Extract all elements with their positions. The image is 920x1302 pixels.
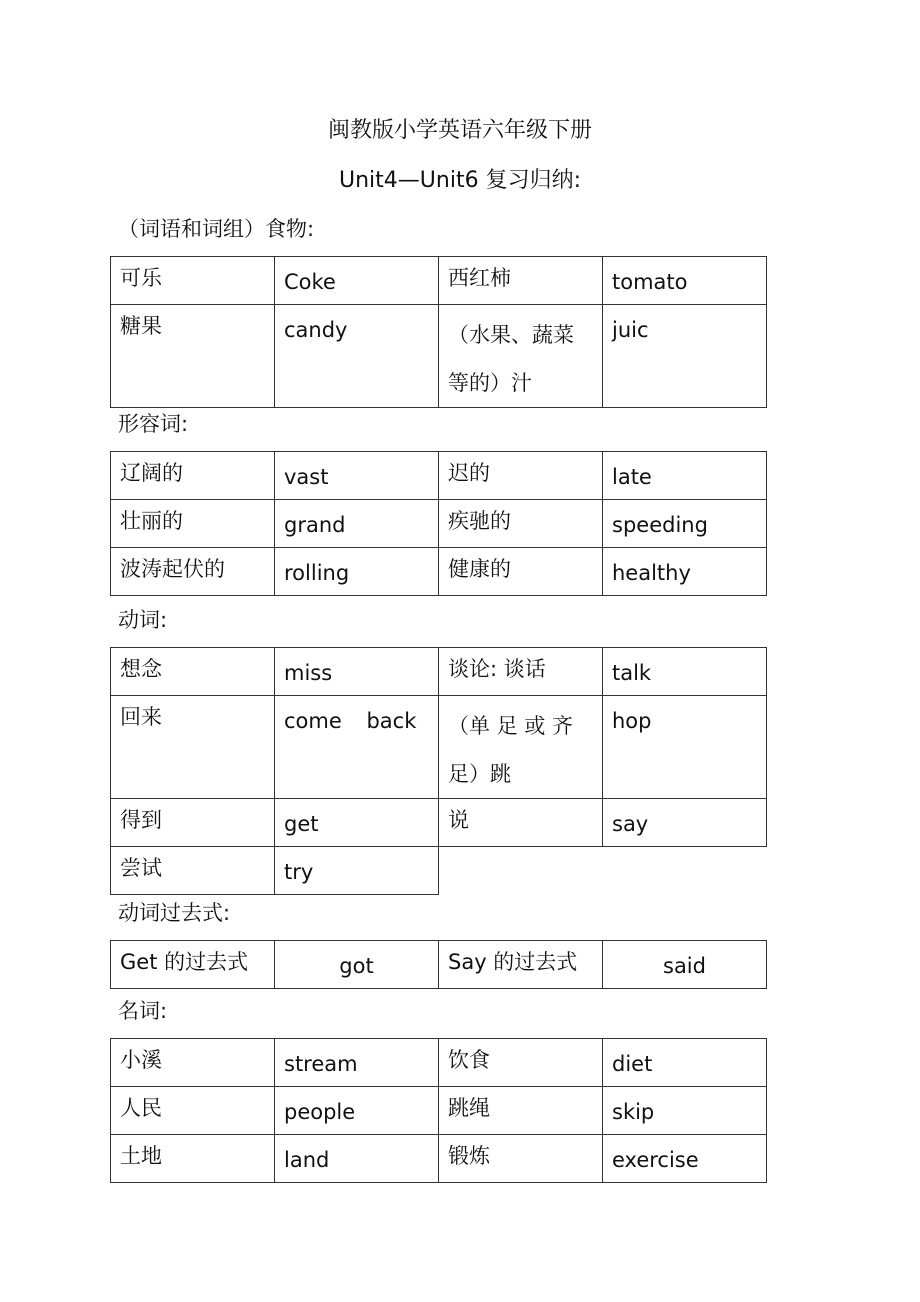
cell-english: get xyxy=(275,799,439,847)
cell-english: juic xyxy=(603,305,767,408)
cell-chinese: 疾驰的 xyxy=(439,500,603,548)
cell-chinese: 谈论: 谈话 xyxy=(439,648,603,696)
cell-line: （水果、蔬菜 xyxy=(448,323,574,347)
cell-chinese: 土地 xyxy=(111,1135,275,1183)
cell-english: vast xyxy=(275,452,439,500)
cell-english: say xyxy=(603,799,767,847)
table-row xyxy=(111,257,767,305)
cell-chinese: 迟的 xyxy=(439,452,603,500)
cell-chinese: 可乐 xyxy=(111,257,275,305)
table-row xyxy=(111,941,767,989)
cell-chinese: 辽阔的 xyxy=(111,452,275,500)
cell-english: skip xyxy=(603,1087,767,1135)
cell-english: got xyxy=(275,941,439,989)
cell-english: tomato xyxy=(603,257,767,305)
cell-phrase: Say 的过去式 xyxy=(439,941,603,989)
cell-english: people xyxy=(275,1087,439,1135)
past-tense-table xyxy=(110,940,767,989)
empty-cell xyxy=(603,847,767,895)
cell-english: miss xyxy=(275,648,439,696)
cell-chinese: 健康的 xyxy=(439,548,603,596)
table-row xyxy=(111,305,767,408)
cell-chinese: 跳绳 xyxy=(439,1087,603,1135)
section-label-verbs: 动词: xyxy=(118,608,168,632)
table-row xyxy=(111,500,767,548)
cell-english: said xyxy=(603,941,767,989)
section-label-past-tense: 动词过去式: xyxy=(118,901,231,925)
cell-english: late xyxy=(603,452,767,500)
cell-chinese: 得到 xyxy=(111,799,275,847)
cell-english: grand xyxy=(275,500,439,548)
empty-cell xyxy=(439,847,603,895)
cell-chinese: 饮食 xyxy=(439,1039,603,1087)
verbs-table xyxy=(110,647,767,895)
cell-line: （单 足 或 齐 xyxy=(448,714,574,738)
cell-chinese: 糖果 xyxy=(111,305,275,408)
section-label-adjectives: 形容词: xyxy=(118,412,189,436)
cell-chinese: 尝试 xyxy=(111,847,275,895)
cell-english: come back xyxy=(275,696,439,799)
table-row xyxy=(111,1087,767,1135)
cell-chinese xyxy=(439,696,603,799)
cell-english: diet xyxy=(603,1039,767,1087)
cell-phrase: Get 的过去式 xyxy=(111,941,275,989)
cell-english: speeding xyxy=(603,500,767,548)
table-row xyxy=(111,452,767,500)
table-row xyxy=(111,648,767,696)
cell-english: land xyxy=(275,1135,439,1183)
cell-line: 等的）汁 xyxy=(448,371,532,395)
cell-chinese: 人民 xyxy=(111,1087,275,1135)
cell-english: candy xyxy=(275,305,439,408)
document-subtitle: Unit4—Unit6 复习归纳: xyxy=(339,168,581,193)
cell-chinese: 波涛起伏的 xyxy=(111,548,275,596)
cell-chinese: 回来 xyxy=(111,696,275,799)
cell-chinese: 说 xyxy=(439,799,603,847)
cell-chinese: 小溪 xyxy=(111,1039,275,1087)
cell-english: stream xyxy=(275,1039,439,1087)
section-label-food: （词语和词组）食物: xyxy=(118,217,315,241)
cell-english: exercise xyxy=(603,1135,767,1183)
cell-chinese xyxy=(439,305,603,408)
cell-chinese: 锻炼 xyxy=(439,1135,603,1183)
table-row xyxy=(111,1039,767,1087)
cell-english: try xyxy=(275,847,439,895)
document-title: 闽教版小学英语六年级下册 xyxy=(327,118,592,143)
table-row xyxy=(111,847,767,895)
food-table xyxy=(110,256,767,408)
cell-english: Coke xyxy=(275,257,439,305)
cell-english: healthy xyxy=(603,548,767,596)
adjectives-table xyxy=(110,451,767,596)
cell-english: rolling xyxy=(275,548,439,596)
table-row xyxy=(111,696,767,799)
cell-chinese: 壮丽的 xyxy=(111,500,275,548)
cell-chinese: 想念 xyxy=(111,648,275,696)
table-row xyxy=(111,799,767,847)
section-label-nouns: 名词: xyxy=(118,999,168,1023)
table-row xyxy=(111,1135,767,1183)
cell-english: talk xyxy=(603,648,767,696)
cell-english: hop xyxy=(603,696,767,799)
nouns-table xyxy=(110,1038,767,1183)
table-row xyxy=(111,548,767,596)
cell-chinese: 西红柿 xyxy=(439,257,603,305)
cell-line: 足）跳 xyxy=(448,762,511,786)
